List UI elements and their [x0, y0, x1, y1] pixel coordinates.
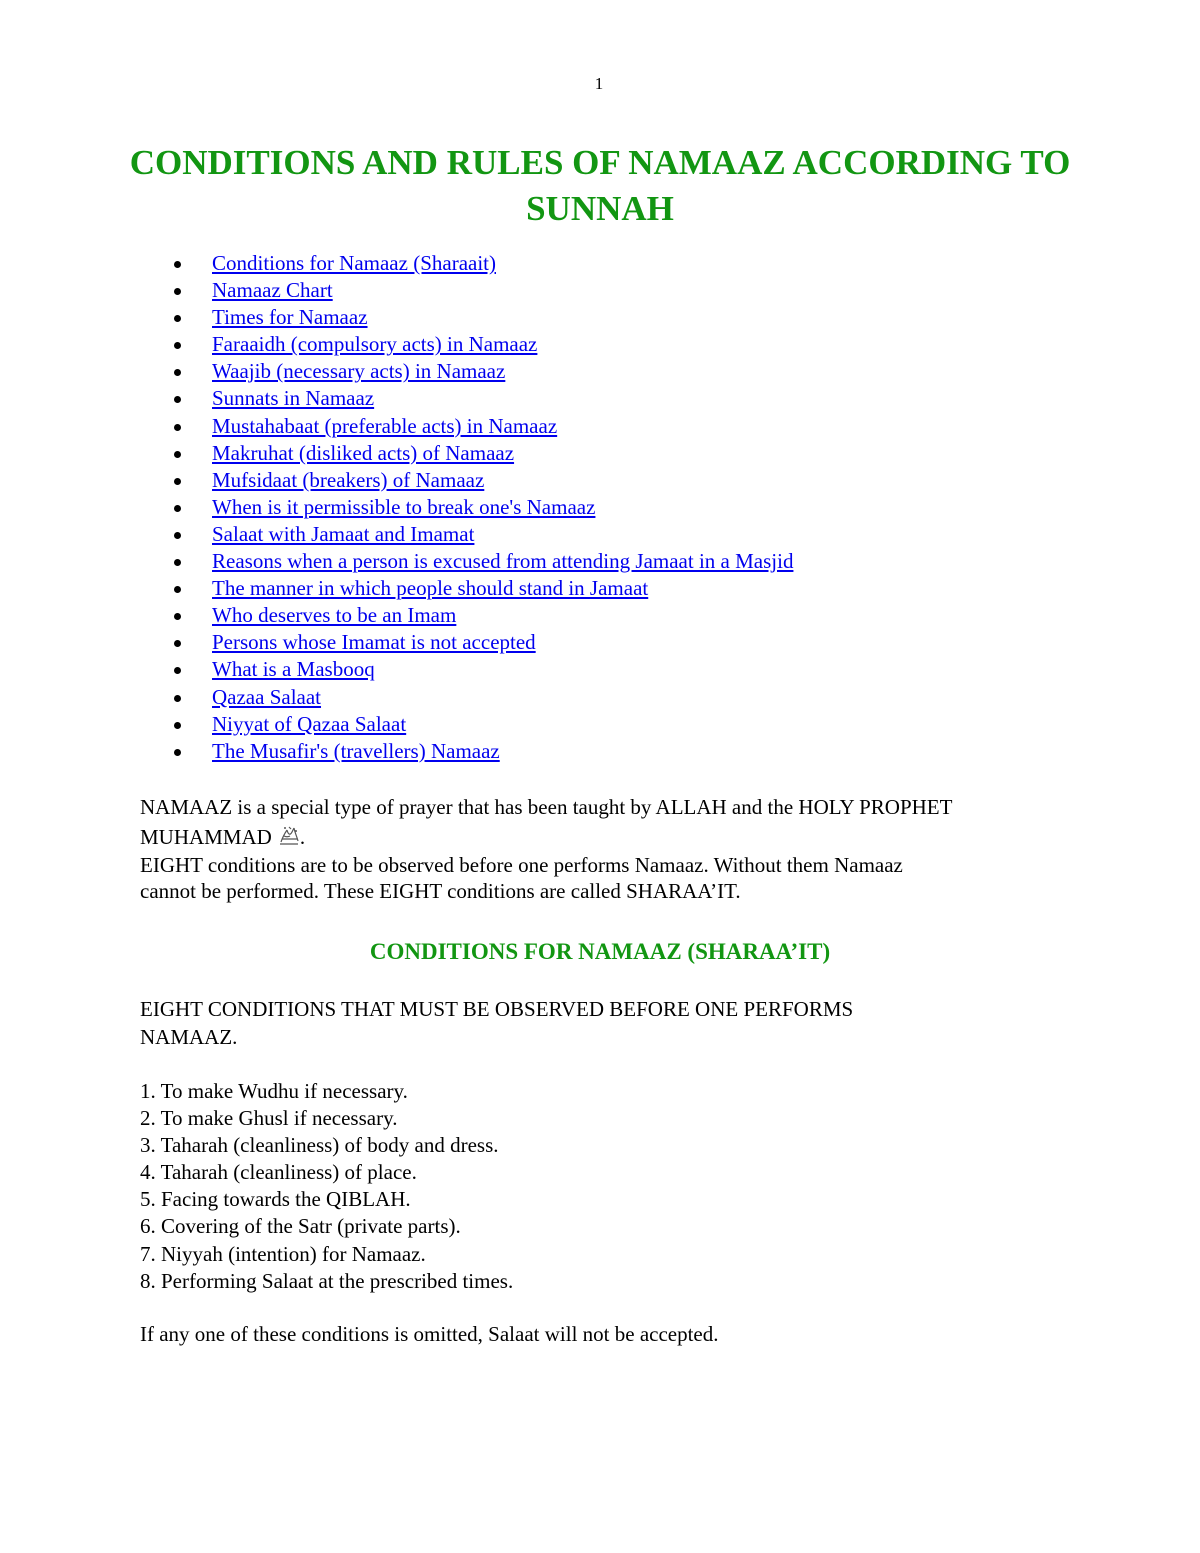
bullet-icon — [174, 532, 181, 539]
toc-link[interactable]: The manner in which people should stand in Jamaat — [212, 576, 649, 601]
toc-link[interactable]: Mufsidaat (breakers) of Namaaz — [212, 467, 485, 492]
closing-paragraph: If any one of these conditions is omitted, Salaat will not be accepted. — [140, 1322, 719, 1346]
toc-link[interactable]: Persons whose Imamat is not accepted — [212, 630, 536, 655]
bullet-icon — [174, 315, 181, 322]
toc-link[interactable]: Namaaz Chart — [212, 278, 333, 303]
condition-item: 1. To make Wudhu if necessary. — [140, 1079, 408, 1103]
bullet-icon — [174, 749, 181, 756]
toc-link[interactable]: Who deserves to be an Imam — [212, 603, 457, 628]
toc-link[interactable]: When is it permissible to break one's Namaaz — [212, 494, 596, 519]
condition-item: 3. Taharah (cleanliness) of body and dress. — [140, 1133, 499, 1158]
condition-item: 2. To make Ghusl if necessary. — [140, 1106, 398, 1131]
bullet-icon — [174, 613, 181, 620]
bullet-icon — [174, 288, 181, 295]
page-number: 1 — [594, 74, 604, 93]
condition-item: 6. Covering of the Satr (private parts). — [140, 1214, 461, 1239]
intro-paragraph — [140, 793, 1080, 903]
condition-item: 8. Performing Salaat at the prescribed times. — [140, 1268, 514, 1293]
condition-item: 5. Facing towards the QIBLAH. — [140, 1187, 411, 1212]
bullet-icon — [174, 586, 181, 593]
toc-link[interactable]: What is a Masbooq — [212, 657, 375, 682]
toc-link[interactable]: Faraaidh (compulsory acts) in Namaaz — [212, 332, 538, 357]
bullet-icon — [174, 695, 181, 702]
conditions-intro-line-2: NAMAAZ. — [140, 1025, 238, 1049]
toc-link[interactable]: Salaat with Jamaat and Imamat — [212, 521, 475, 546]
toc-link[interactable]: Sunnats in Namaaz — [212, 386, 375, 411]
toc-link[interactable]: Reasons when a person is excused from attending Jamaat in a Masjid — [212, 549, 794, 574]
intro-line-2-end: . — [299, 825, 306, 849]
toc-link[interactable]: Niyyat of Qazaa Salaat — [212, 711, 407, 736]
bullet-icon — [174, 667, 181, 674]
condition-item: 7. Niyyah (intention) for Namaaz. — [140, 1241, 426, 1266]
conditions-list — [140, 1078, 513, 1295]
toc-link[interactable]: Times for Namaaz — [212, 305, 368, 330]
conditions-intro-line-1: EIGHT CONDITIONS THAT MUST BE OBSERVED BEFORE ONE PERFORMS — [140, 997, 854, 1021]
bullet-icon — [174, 478, 181, 485]
toc-link[interactable]: Makruhat (disliked acts) of Namaaz — [212, 440, 515, 465]
document-title: CONDITIONS AND RULES OF NAMAAZ ACCORDING TO SUNNAH — [129, 143, 1071, 228]
toc-link[interactable]: Waajib (necessary acts) in Namaaz — [212, 359, 506, 384]
bullet-icon — [174, 640, 181, 647]
bullet-icon — [174, 424, 181, 431]
toc-link[interactable]: The Musafir's (travellers) Namaaz — [212, 738, 500, 763]
bullet-icon — [174, 261, 181, 268]
intro-line-1: NAMAAZ is a special type of prayer that has been taught by ALLAH and the HOLY PROPHET — [140, 795, 953, 819]
bullet-icon — [174, 396, 181, 403]
bullet-icon — [174, 722, 181, 729]
bullet-icon — [174, 342, 181, 349]
bullet-icon — [174, 451, 181, 458]
conditions-intro — [140, 995, 1080, 1051]
toc-link[interactable]: Qazaa Salaat — [212, 684, 322, 709]
pbuh-calligraphy-icon — [278, 824, 300, 846]
bullet-icon — [174, 559, 181, 566]
bullet-icon — [174, 369, 181, 376]
toc-link[interactable]: Mustahabaat (preferable acts) in Namaaz — [212, 413, 558, 438]
intro-line-3: EIGHT conditions are to be observed before one performs Namaaz. Without them Namaaz — [140, 853, 903, 877]
condition-item: 4. Taharah (cleanliness) of place. — [140, 1160, 417, 1185]
toc-link[interactable]: Conditions for Namaaz (Sharaait) — [212, 251, 496, 275]
intro-line-2: MUHAMMAD — [140, 825, 272, 849]
bullet-icon — [174, 505, 181, 512]
intro-line-4: cannot be performed. These EIGHT conditions are called SHARAA’IT. — [140, 879, 741, 903]
section-heading: CONDITIONS FOR NAMAAZ (SHARAA’IT) — [369, 939, 831, 964]
